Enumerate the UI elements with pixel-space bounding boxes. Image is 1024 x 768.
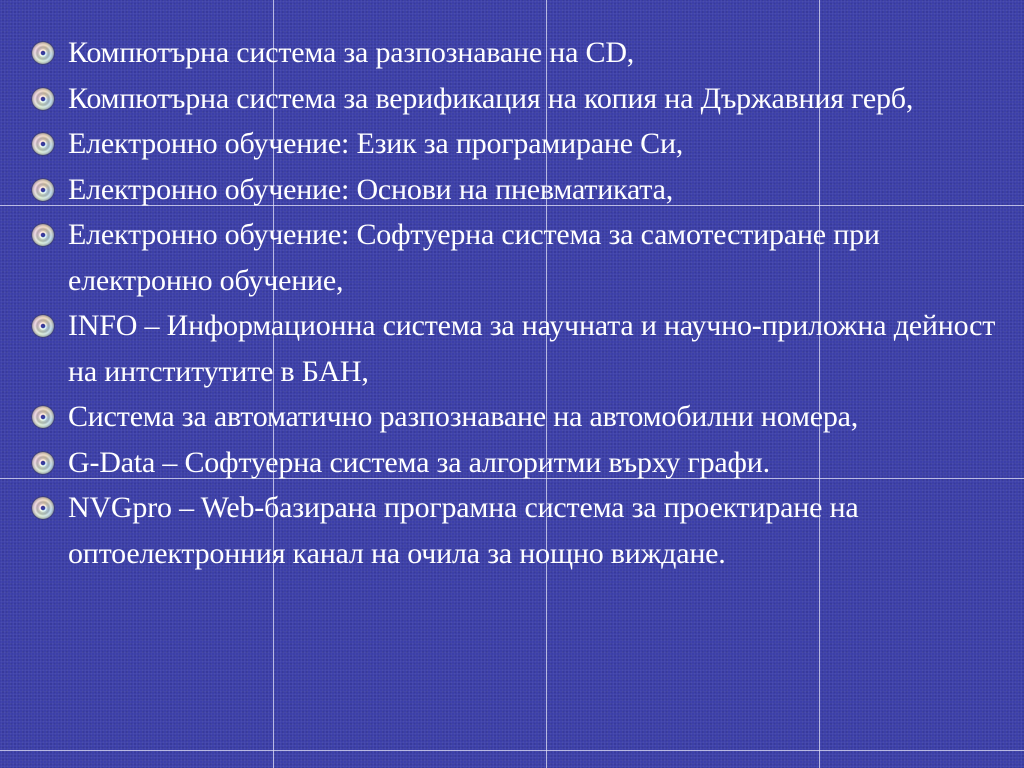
list-item-text: Система за автоматично разпознаване на автомобилни номера, bbox=[68, 400, 859, 433]
list-item bbox=[30, 167, 1005, 213]
list-item bbox=[30, 30, 1005, 76]
cd-disc-icon bbox=[32, 42, 54, 64]
list-item-text: NVGpro – Web-базирана програмна система за проектиране на оптоелектронния канал на очила за нощно виждане. bbox=[68, 491, 859, 570]
list-item bbox=[30, 303, 1005, 394]
list-item bbox=[30, 440, 1005, 486]
grid-line bbox=[0, 750, 1024, 751]
cd-disc-icon bbox=[32, 224, 54, 246]
cd-disc-icon bbox=[32, 133, 54, 155]
cd-disc-icon bbox=[32, 406, 54, 428]
list-item bbox=[30, 485, 1005, 576]
list-item-text: Електронно обучение: Основи на пневматиката, bbox=[68, 172, 673, 206]
cd-disc-icon bbox=[32, 315, 54, 337]
list-item-text: Електронно обучение: Език за програмиране Си, bbox=[68, 127, 684, 160]
cd-disc-icon bbox=[32, 497, 54, 519]
cd-disc-icon bbox=[32, 179, 54, 201]
cd-disc-icon bbox=[32, 88, 54, 110]
list-item-text: INFO – Информационна система за научната и научно-приложна дейност на интститутите в БАН, bbox=[68, 309, 996, 388]
list-item-text: Компютърна система за верификация на копия на Държавния герб, bbox=[68, 81, 914, 115]
list-item bbox=[30, 76, 1005, 122]
cd-disc-icon bbox=[32, 452, 54, 474]
list-item-text: Компютърна система за разпознаване на CD, bbox=[68, 36, 635, 69]
list-item-text: G-Data – Софтуерна система за алгоритми върху графи. bbox=[68, 445, 770, 479]
bullet-list bbox=[30, 30, 1005, 576]
list-item bbox=[30, 394, 1005, 440]
list-item bbox=[30, 121, 1005, 167]
list-item-text: Електронно обучение: Софтуерна система за самотестиране при електронно обучение, bbox=[68, 218, 880, 297]
list-item bbox=[30, 212, 1005, 303]
